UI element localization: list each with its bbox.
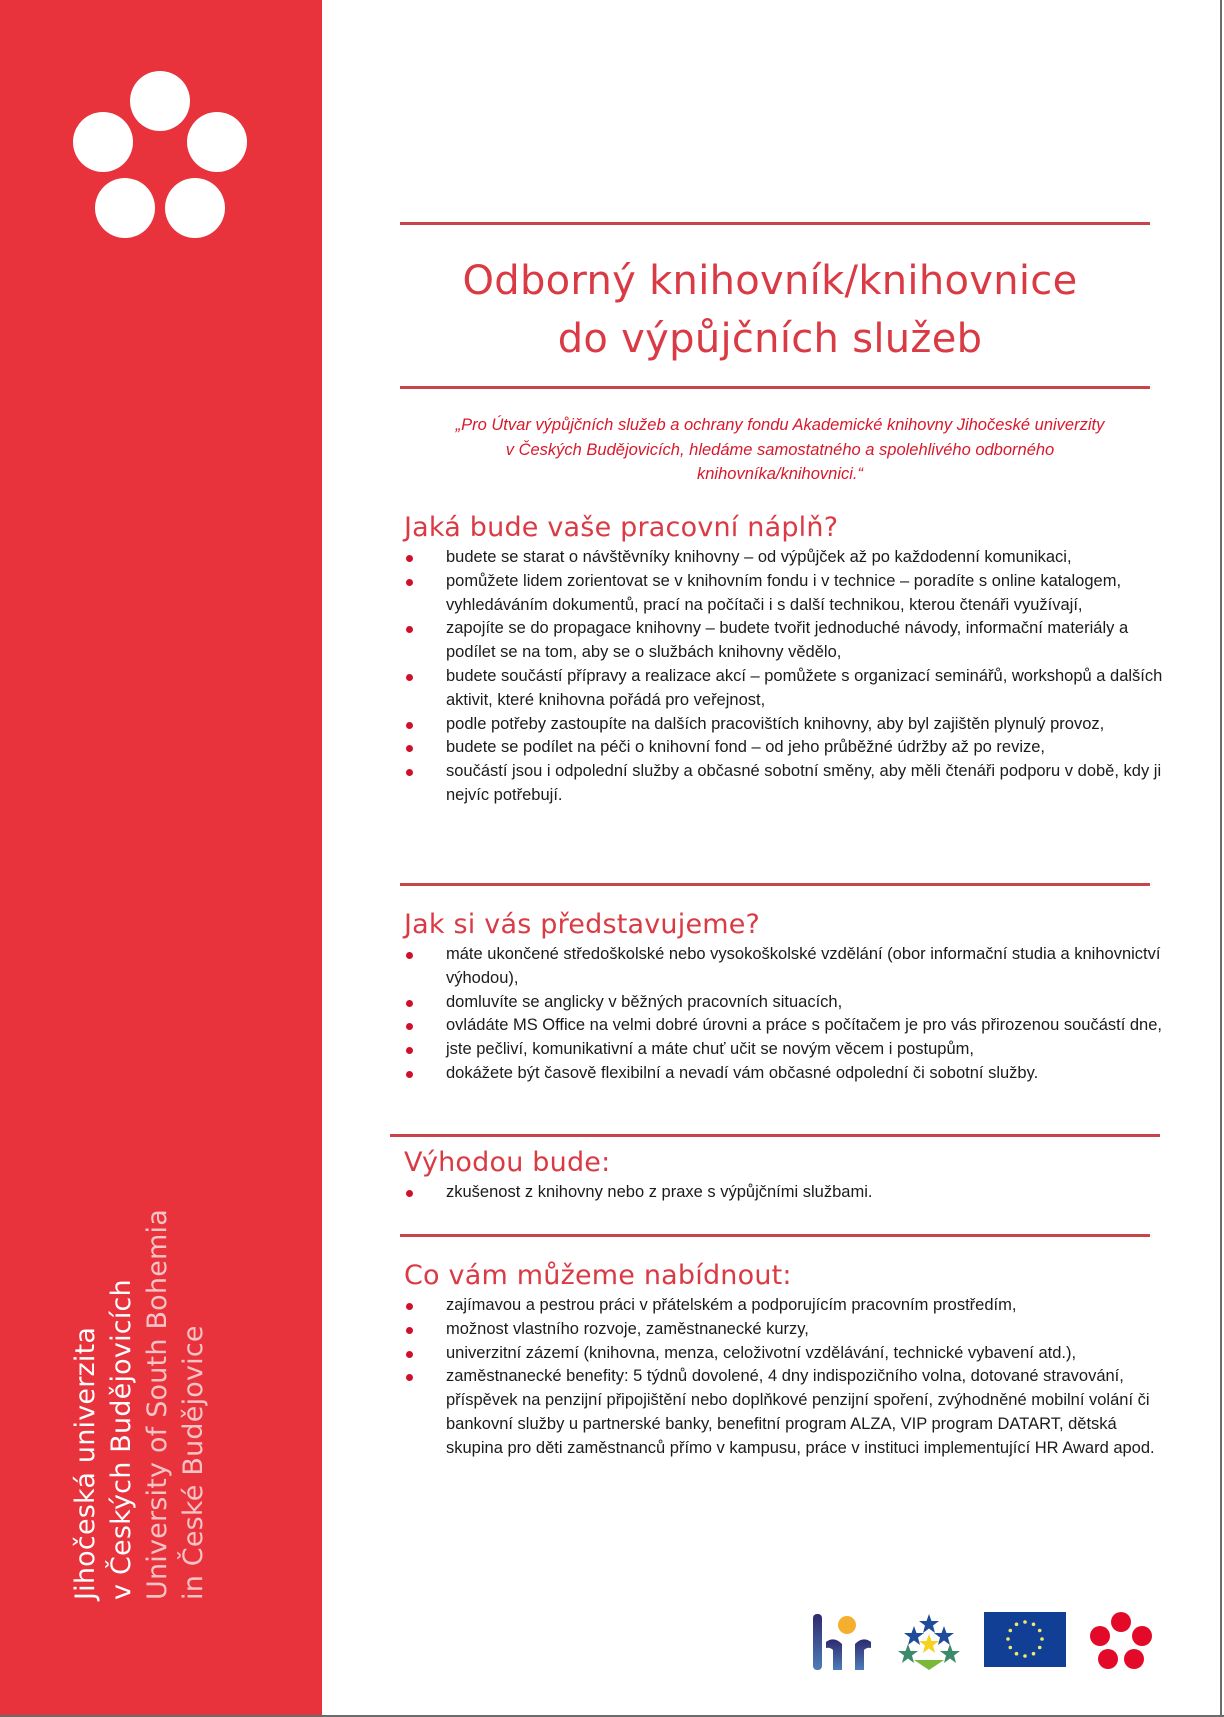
list-item: možnost vlastního rozvoje, zaměstnanecké kurzy, bbox=[404, 1318, 1174, 1342]
university-logo-icon bbox=[70, 68, 250, 243]
red-sidebar bbox=[0, 0, 322, 1717]
page-title bbox=[400, 252, 1140, 368]
section-heading: Jaká bude vaše pracovní náplň? bbox=[404, 512, 839, 543]
page-border-right bbox=[1220, 0, 1222, 1717]
list-item: máte ukončené středoškolské nebo vysokoškolské vzdělání (obor informační studia a knihovnictví výhodou), bbox=[404, 943, 1174, 991]
title-line-2: do výpůjčních služeb bbox=[557, 316, 983, 362]
university-logo-small-icon bbox=[1090, 1612, 1152, 1672]
duties-list bbox=[404, 546, 1174, 808]
list-item: budete součástí přípravy a realizace akcí – pomůžete s organizací seminářů, workshopů a dalších aktivit, které knihovna pořádá pro veřejnost, bbox=[404, 665, 1174, 713]
list-item: ovládáte MS Office na velmi dobré úrovni a práce s počítačem je pro vás přirozenou součástí dne, bbox=[404, 1014, 1174, 1038]
hr-excellence-logo-icon bbox=[811, 1612, 873, 1672]
offer-list bbox=[404, 1294, 1174, 1461]
divider-1 bbox=[400, 883, 1150, 886]
list-item: budete se starat o návštěvníky knihovny – od výpůjček až po každodenní komunikaci, bbox=[404, 546, 1174, 570]
list-item: jste pečliví, komunikativní a máte chuť učit se novým věcem i postupům, bbox=[404, 1038, 1174, 1062]
university-name-vertical bbox=[68, 1120, 212, 1600]
section-heading: Co vám můžeme nabídnout: bbox=[404, 1260, 792, 1291]
list-item: zajímavou a pestrou práci v přátelském a podporujícím pracovním prostředím, bbox=[404, 1294, 1174, 1318]
list-item: zkušenost z knihovny nebo z praxe s výpůjčními službami. bbox=[404, 1181, 1174, 1205]
title-line-1: Odborný knihovník/knihovnice bbox=[462, 258, 1078, 304]
intro-quote bbox=[410, 413, 1150, 487]
university-name-cz-2: v Českých Budějovicích bbox=[106, 1279, 137, 1600]
university-name-en-2: in České Budějovice bbox=[178, 1325, 209, 1600]
stars-diamond-logo-icon bbox=[898, 1612, 960, 1672]
section-heading: Výhodou bude: bbox=[404, 1147, 611, 1178]
list-item: zaměstnanecké benefity: 5 týdnů dovolené, 4 dny indispozičního volna, dotované stravování, příspěvek na penzijní připojištění nebo doplňkové penzijní spoření, zvýhodněné mobilní volání či bankovní služby u partnerské banky, benefitní program ALZA, VIP program DATART, dětská skupina pro děti zaměstnanců přímo v kampusu, práce v instituci implementující HR Award apod. bbox=[404, 1365, 1174, 1460]
quote-line-3: knihovníka/knihovnici.“ bbox=[697, 465, 863, 483]
quote-line-1: „Pro Útvar výpůjčních služeb a ochrany fondu Akademické knihovny Jihočeské univerzity bbox=[455, 416, 1105, 434]
list-item: zapojíte se do propagace knihovny – budete tvořit jednoduché návody, informační materiály a podílet se na tom, aby se o službách knihovny vědělo, bbox=[404, 617, 1174, 665]
requirements-list bbox=[404, 943, 1174, 1086]
list-item: domluvíte se anglicky v běžných pracovních situacích, bbox=[404, 991, 1174, 1015]
section-requirements bbox=[404, 907, 1174, 1086]
list-item: pomůžete lidem zorientovat se v knihovním fondu i v technice – poradíte s online katalogem, vyhledáváním dokumentů, prací na počítači i s další technikou, kterou čtenáři využívají, bbox=[404, 570, 1174, 618]
divider-top bbox=[400, 222, 1150, 225]
advantage-list bbox=[404, 1181, 1174, 1205]
eu-flag-logo-icon bbox=[984, 1612, 1066, 1667]
university-name-cz-1: Jihočeská univerzita bbox=[70, 1326, 101, 1600]
list-item: univerzitní zázemí (knihovna, menza, celoživotní vzdělávání, technické vybavení atd.), bbox=[404, 1342, 1174, 1366]
divider-below-title bbox=[400, 386, 1150, 389]
section-heading: Jak si vás představujeme? bbox=[404, 909, 761, 940]
list-item: součástí jsou i odpolední služby a občasné sobotní směny, aby měli čtenáři podporu v době, kdy ji nejvíc potřebují. bbox=[404, 760, 1174, 808]
quote-line-2: v Českých Budějovicích, hledáme samostatného a spolehlivého odborného bbox=[505, 440, 1055, 459]
divider-3 bbox=[400, 1234, 1150, 1237]
divider-2 bbox=[390, 1134, 1160, 1137]
section-advantage bbox=[404, 1145, 1174, 1205]
list-item: budete se podílet na péči o knihovní fond – od jeho průběžné údržby až po revize, bbox=[404, 736, 1174, 760]
list-item: dokážete být časově flexibilní a nevadí vám občasné odpolední či sobotní služby. bbox=[404, 1062, 1174, 1086]
section-job-duties bbox=[404, 510, 1174, 808]
section-offer bbox=[404, 1258, 1174, 1461]
list-item: podle potřeby zastoupíte na dalších pracovištích knihovny, aby byl zajištěn plynulý provoz, bbox=[404, 713, 1174, 737]
university-name-en-1: University of South Bohemia bbox=[142, 1209, 173, 1600]
